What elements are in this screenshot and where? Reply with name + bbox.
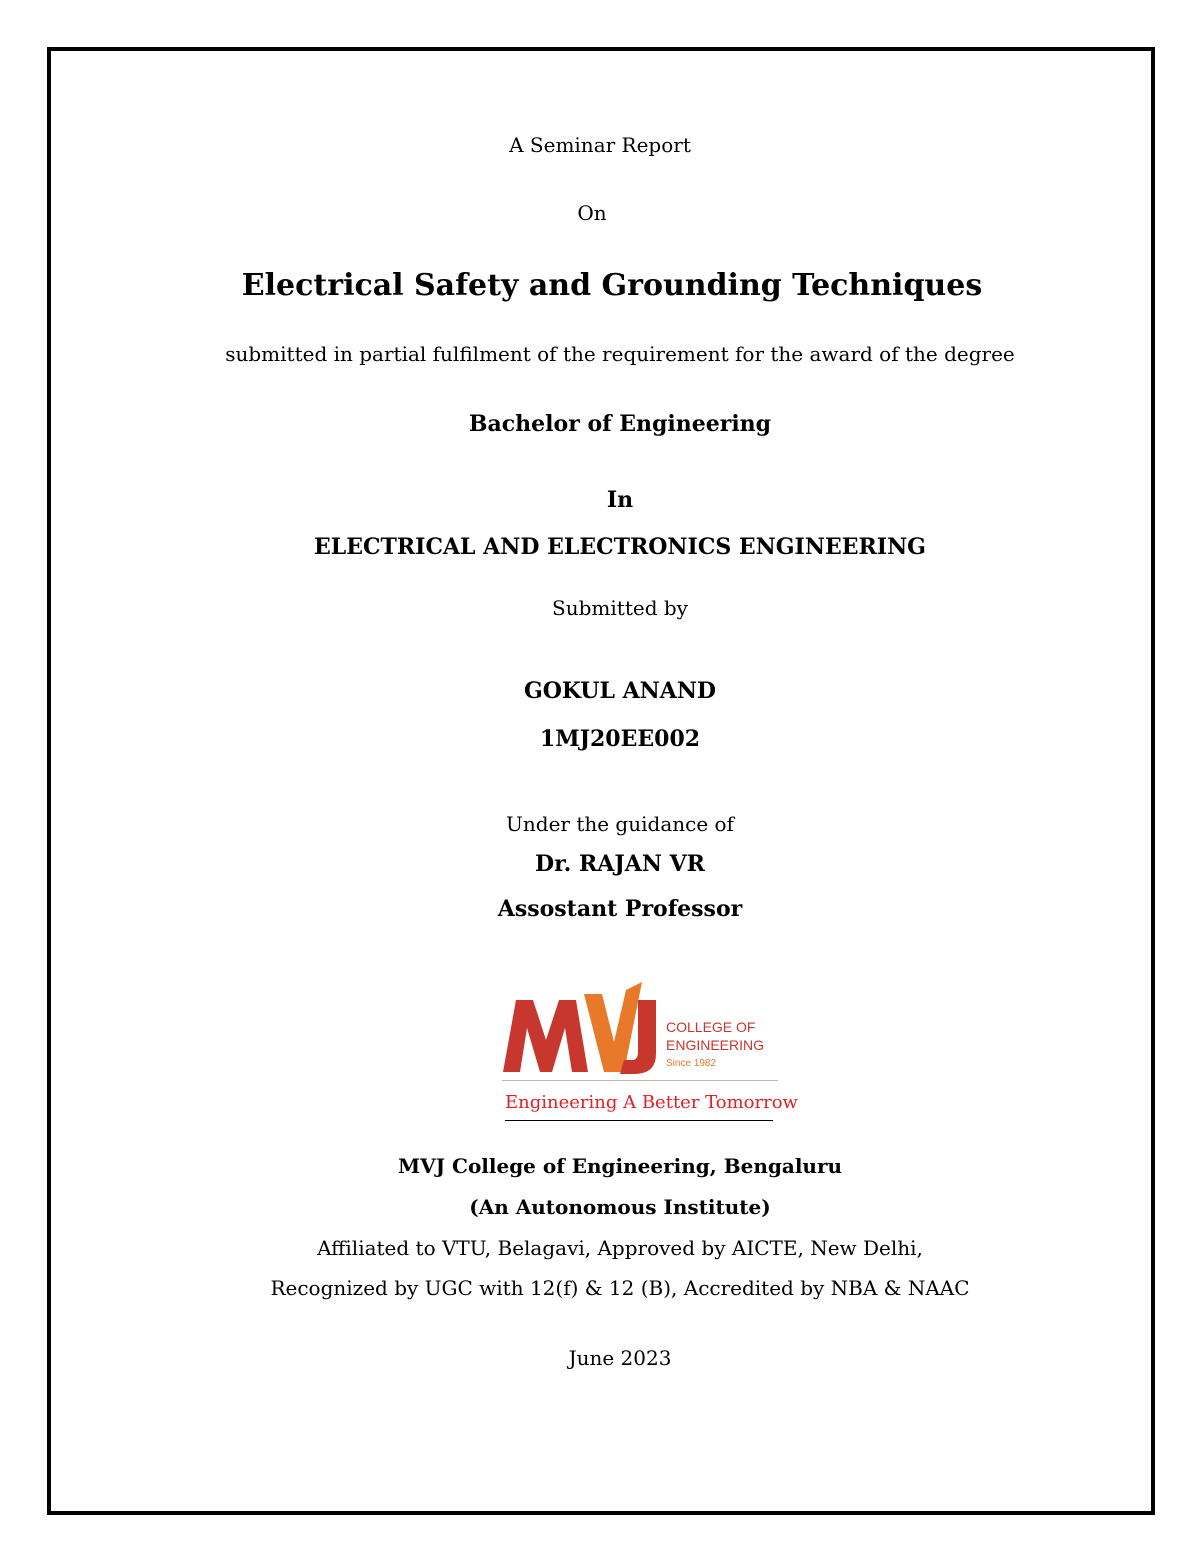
logo-college-of: COLLEGE OF	[666, 1019, 756, 1035]
department: ELECTRICAL AND ELECTRONICS ENGINEERING	[314, 534, 926, 560]
guidance-label: Under the guidance of	[506, 812, 734, 836]
logo-divider	[502, 1080, 778, 1081]
student-name: GOKUL ANAND	[523, 678, 717, 704]
submitted-by-label: Submitted by	[552, 596, 688, 620]
institution-name: MVJ College of Engineering, Bengaluru	[397, 1154, 843, 1178]
report-title: Electrical Safety and Grounding Techniques	[241, 268, 983, 303]
on-label: On	[577, 201, 607, 225]
logo-letter-v	[584, 982, 642, 1072]
mvj-logo	[500, 980, 785, 1080]
institution-status: (An Autonomous Institute)	[469, 1195, 771, 1219]
logo-tagline: Engineering A Better Tomorrow	[505, 1092, 798, 1113]
institution-recognition: Recognized by UGC with 12(f) & 12 (B), Accredited by NBA & NAAC	[270, 1276, 970, 1300]
institution-affiliation: Affiliated to VTU, Belagavi, Approved by AICTE, New Delhi,	[317, 1236, 923, 1260]
degree: Bachelor of Engineering	[468, 411, 772, 437]
logo-letter-m	[503, 1000, 588, 1072]
logo-engineering: ENGINEERING	[666, 1037, 765, 1053]
guide-title: Assostant Professor	[497, 896, 743, 922]
tagline-underline	[505, 1120, 773, 1121]
report-date: June 2023	[568, 1346, 672, 1370]
in-label: In	[606, 487, 634, 513]
report-type: A Seminar Report	[509, 133, 691, 157]
guide-name: Dr. RAJAN VR	[535, 851, 705, 877]
logo-since: Since 1982	[666, 1058, 717, 1069]
student-usn: 1MJ20EE002	[539, 726, 701, 752]
submitted-for-text: submitted in partial fulfilment of the requirement for the award of the degree	[225, 342, 1015, 366]
